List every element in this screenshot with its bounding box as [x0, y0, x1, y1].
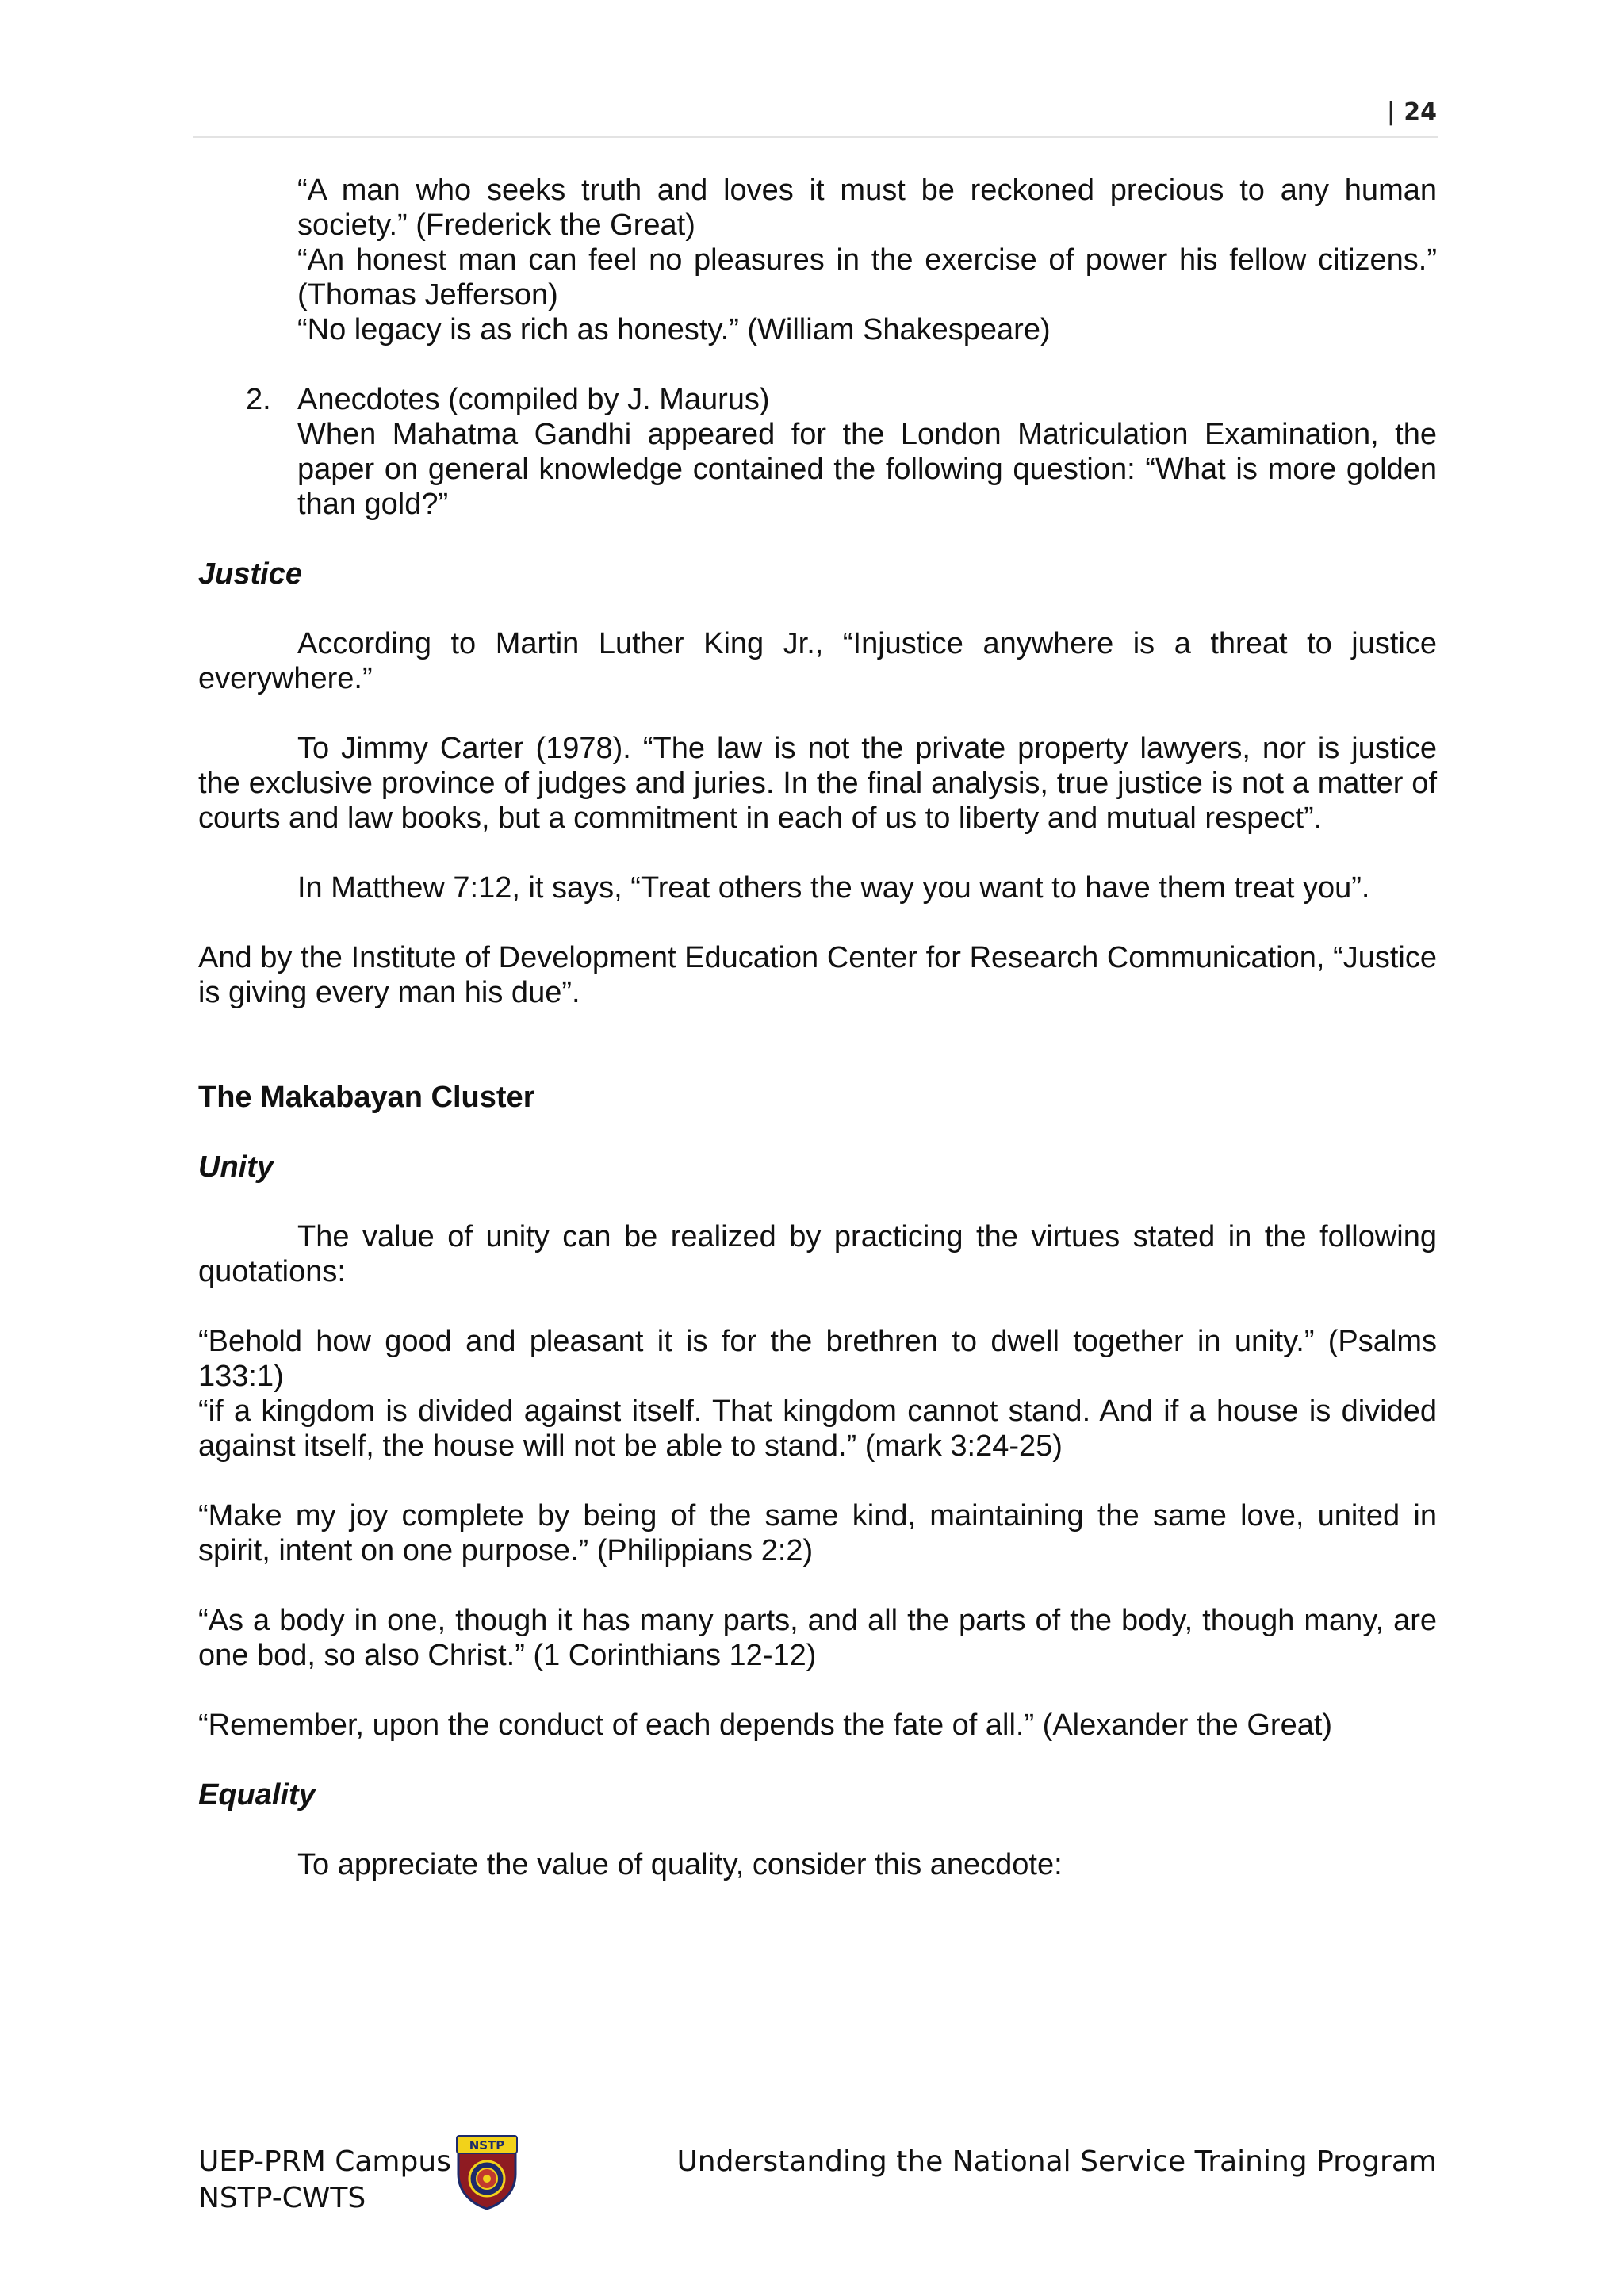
list-number: 2.	[246, 383, 271, 416]
footer-campus: UEP-PRM Campus	[198, 2145, 451, 2178]
page-body	[198, 173, 1437, 1882]
unity-heading: Unity	[198, 1150, 274, 1184]
unity-quote-alexander: “Remember, upon the conduct of each depends the fate of all.” (Alexander the Great)	[198, 1709, 1333, 1742]
justice-paragraph-3: In Matthew 7:12, it says, “Treat others the way you want to have them treat you”.	[297, 871, 1370, 905]
justice-paragraph-4: And by the Institute of Development Education Center for Research Communication, “Justice is giving every man his due”.	[198, 941, 1437, 1009]
page-footer	[0, 2133, 1624, 2228]
unity-quote-psalms: “Behold how good and pleasant it is for the brethren to dwell together in unity.” (Psalms 133:1)	[198, 1325, 1437, 1393]
justice-paragraph-2: To Jimmy Carter (1978). “The law is not the private property lawyers, nor is justice the exclusive province of judges and juries. In the final analysis, true justice is not a matter of courts and law books, but a commitment in each of us to liberty and mutual respect”.	[198, 732, 1437, 835]
footer-campus-block	[198, 2144, 451, 2217]
unity-quote-mark: “if a kingdom is divided against itself. That kingdom cannot stand. And if a house is divided against itself, the house will not be able to stand.” (mark 3:24-25)	[198, 1395, 1437, 1463]
quote-jefferson: “An honest man can feel no pleasures in the exercise of power his fellow citizens.” (Thomas Jefferson)	[297, 243, 1437, 312]
header-divider	[193, 136, 1438, 138]
anecdotes-text: When Mahatma Gandhi appeared for the London Matriculation Examination, the paper on general knowledge contained the following question: “What is more golden than gold?”	[297, 418, 1437, 521]
footer-title: Understanding the National Service Training Program	[676, 2145, 1437, 2178]
quote-shakespeare: “No legacy is as rich as honesty.” (William Shakespeare)	[297, 313, 1051, 346]
logo-text: NSTP	[469, 2138, 505, 2152]
anecdotes-item	[198, 382, 1437, 522]
equality-heading: Equality	[198, 1778, 316, 1812]
anecdotes-title: Anecdotes (compiled by J. Maurus)	[297, 383, 770, 416]
justice-paragraph-1: According to Martin Luther King Jr., “Injustice anywhere is a threat to justice everywhere.”	[198, 627, 1437, 695]
page-number: | 24	[1386, 98, 1437, 126]
unity-quote-corinthians: “As a body in one, though it has many parts, and all the parts of the body, though many, are one bod, so also Christ.” (1 Corinthians 12-12)	[198, 1604, 1437, 1672]
unity-intro: The value of unity can be realized by practicing the virtues stated in the following quotations:	[198, 1220, 1437, 1288]
makabayan-heading: The Makabayan Cluster	[198, 1081, 535, 1114]
nstp-logo-icon	[454, 2133, 520, 2210]
footer-program: NSTP-CWTS	[198, 2182, 366, 2214]
justice-heading: Justice	[198, 557, 302, 591]
unity-quote-philippians: “Make my joy complete by being of the same kind, maintaining the same love, united in spirit, intent on one purpose.” (Philippians 2:2)	[198, 1499, 1437, 1567]
equality-intro: To appreciate the value of quality, consider this anecdote:	[297, 1848, 1063, 1881]
quote-frederick: “A man who seeks truth and loves it must be reckoned precious to any human society.” (Frederick the Great)	[297, 174, 1437, 242]
